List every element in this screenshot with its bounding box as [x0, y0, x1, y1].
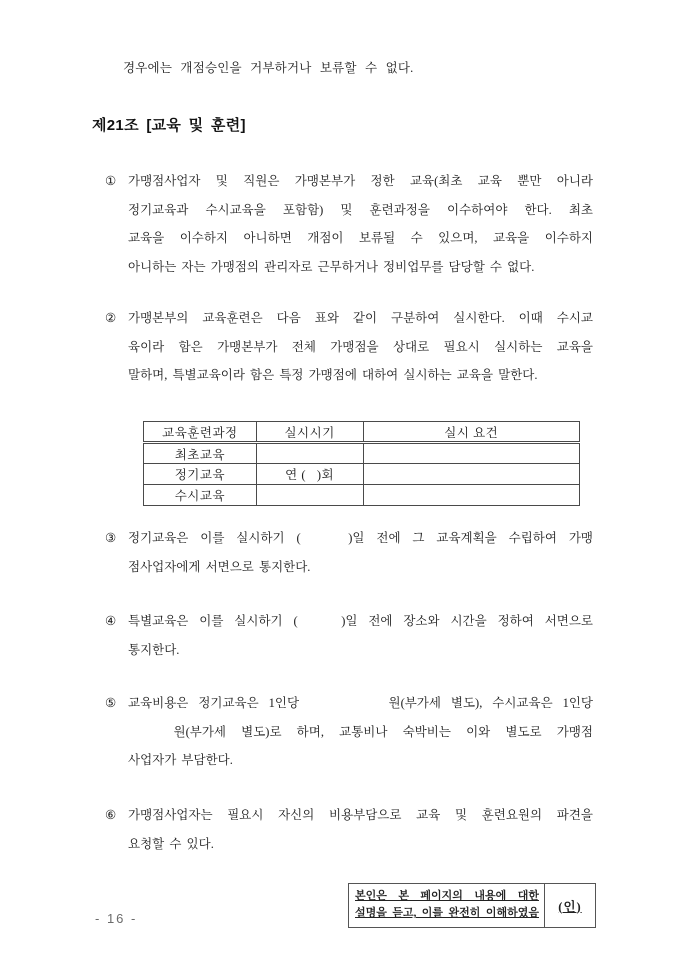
- clause-1-text: 가맹점사업자 및 직원은 가맹본부가 정한 교육(최초 교육 뿐만 아니라 정기교육과 수시교육을 포함함) 및 훈련과정을 이수하여야 한다. 최초 교육을 이수하지 아니하면 개점이 보류될 수 있으며, 교육을 이수하지 아니하는 자는 가맹점의 관리자로 근무하거나 정비업무를 담당할 수 없다.: [128, 174, 593, 274]
- table-cell-requirement: [363, 443, 579, 464]
- acknowledgement-box: [348, 883, 596, 928]
- table-cell-timing: [256, 485, 363, 506]
- clause-3-number: ③: [105, 531, 117, 545]
- table-cell-requirement: [363, 485, 579, 506]
- clause-4-text: 특별교육은 이를 실시하기 ( )일 전에 장소와 시간을 정하여 서면으로 통지한다.: [128, 614, 593, 657]
- table-row: [144, 464, 580, 485]
- acknowledgement-line-2: 설명을 듣고, 이를 완전히 이해하였음: [355, 907, 539, 919]
- clause-5: [105, 689, 593, 775]
- clause-1: [105, 167, 593, 281]
- table-cell-timing: 연 ( )회: [256, 464, 363, 485]
- table-header-row: [144, 422, 580, 443]
- acknowledgement-line-1: 본인은 본 페이지의 내용에 대한: [355, 890, 539, 902]
- clause-1-number: ①: [105, 174, 117, 188]
- clause-4: [105, 607, 593, 664]
- table-cell-course: 최초교육: [144, 443, 257, 464]
- clause-4-number: ④: [105, 614, 117, 628]
- table-row: [144, 485, 580, 506]
- clause-2: [105, 304, 593, 390]
- education-training-table: [143, 421, 580, 506]
- clause-3: [105, 524, 593, 581]
- table-header-requirement: 실시 요건: [363, 422, 579, 443]
- table-cell-course: 수시교육: [144, 485, 257, 506]
- clause-2-text: 가맹본부의 교육훈련은 다음 표와 같이 구분하여 실시한다. 이때 수시교 육이라 함은 가맹본부가 전체 가맹점을 상대로 필요시 실시하는 교육을 말하며, 특별교육이라 함은 특정 가맹점에 대하여 실시하는 교육을 말한다.: [128, 311, 593, 382]
- acknowledgement-text: [349, 884, 545, 927]
- table-header-course: 교육훈련과정: [144, 422, 257, 443]
- table-row: [144, 443, 580, 464]
- table-cell-requirement: [363, 464, 579, 485]
- clause-2-number: ②: [105, 311, 117, 325]
- clause-6: [105, 801, 593, 858]
- page-number: - 16 -: [95, 911, 138, 926]
- table-header-timing: 실시시기: [256, 422, 363, 443]
- table-cell-timing: [256, 443, 363, 464]
- clause-5-number: ⑤: [105, 696, 117, 710]
- seal-placeholder: (인): [558, 899, 582, 914]
- article-heading: 제21조 [교육 및 훈련]: [92, 117, 246, 134]
- clause-6-number: ⑥: [105, 808, 117, 822]
- paragraph-continuation: 경우에는 개점승인을 거부하거나 보류할 수 없다.: [123, 61, 414, 75]
- clause-3-text: 정기교육은 이를 실시하기 ( )일 전에 그 교육계획을 수립하여 가맹 점사업자에게 서면으로 통지한다.: [128, 531, 593, 574]
- table-cell-course: 정기교육: [144, 464, 257, 485]
- clause-6-text: 가맹점사업자는 필요시 자신의 비용부담으로 교육 및 훈련요원의 파견을 요청할 수 있다.: [128, 808, 593, 851]
- clause-5-text: 교육비용은 정기교육은 1인당 원(부가세 별도), 수시교육은 1인당 원(부가세 별도)로 하며, 교통비나 숙박비는 이와 별도로 가맹점 사업자가 부담한다.: [128, 696, 593, 767]
